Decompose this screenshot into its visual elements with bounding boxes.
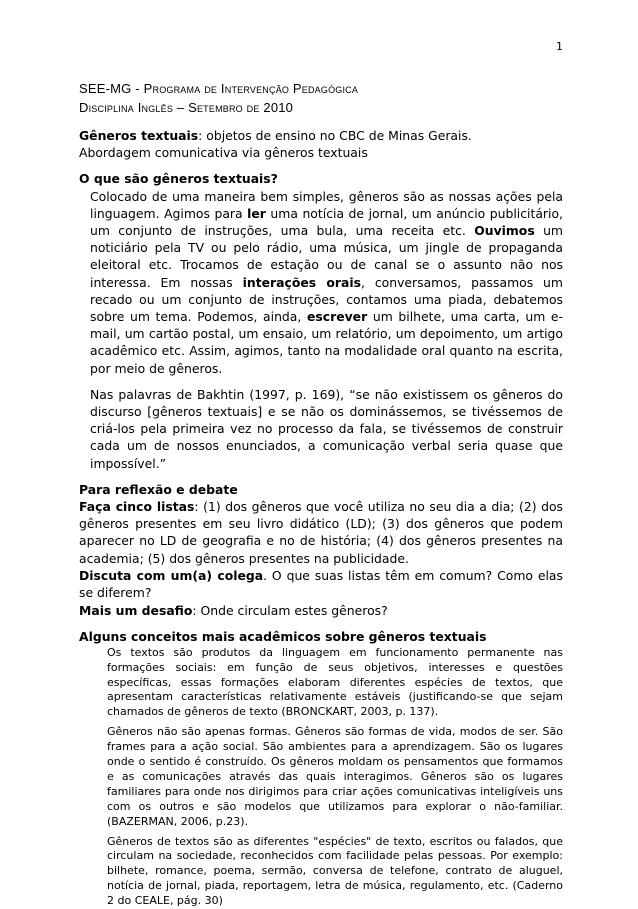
document-header — [79, 79, 569, 117]
section2-heading: Para reflexão e debate — [79, 481, 238, 497]
task-lists — [79, 498, 563, 567]
emphasis-ouvimos: Ouvimos — [474, 223, 535, 239]
intro-label: Gêneros textuais — [79, 128, 199, 143]
text-run: uma notícia de jornal, um anúncio publicitário, um conjunto de instruções, uma bula, uma receita etc. — [90, 205, 563, 239]
task3-text: : Onde circulam estes gêneros? — [192, 603, 388, 619]
emphasis-interacoes-orais: interações orais — [242, 274, 361, 290]
quote-bronckart: Os textos são produtos da linguagem em funcionamento permanente nas formações sociais: em função de seus objetivos, interesses e questões específicas, essas formações elaboram diferentes espécies de textos, que apresentam características relativamente estáveis (justificando-se que sejam chamados de gêneros de texto (BRONCKART, 2003, p. 137). — [107, 645, 563, 719]
task3-label: Mais um desafio — [79, 603, 193, 619]
quote-ceale: Gêneros de textos são as diferentes "espécies" de texto, escritos ou falados, que circulam na sociedade, reconhecidos com facilidade pelas pessoas. Por exemplo: bilhete, romance, poema, sermão, conversa de telefone, contrato de aluguel, notícia de jornal, piada, reportagem, letra de música, regulamento, etc. (Caderno 2 do CEALE, pág. 30) — [107, 834, 563, 908]
task2-text: . O que suas listas têm em comum? Como elas se diferem? — [79, 567, 563, 601]
task2-label: Discuta com um(a) colega — [79, 567, 264, 583]
document-body — [79, 127, 563, 909]
emphasis-escrever: escrever — [306, 309, 368, 325]
intro-line — [79, 127, 563, 144]
task-discuss — [79, 567, 563, 601]
task-challenge — [79, 602, 563, 619]
intro-text: : objetos de ensino no CBC de Minas Gerais. — [198, 128, 472, 143]
text-run: um noticiário pela TV ou pelo rádio, uma música, um jingle de propaganda eleitoral etc. Trocamos de estação ou de canal se o assunto não nos interessa. Em nossas — [90, 223, 563, 290]
emphasis-ler: ler — [247, 205, 266, 221]
section1-paragraph1 — [79, 188, 563, 377]
intro-subtitle: Abordagem comunicativa via gêneros textuais — [79, 145, 368, 161]
page-number: 1 — [556, 40, 563, 53]
header-discipline: Disciplina Inglês – Setembro de 2010 — [79, 100, 294, 115]
task1-label: Faça cinco listas — [79, 499, 195, 515]
bakhtin-quote: Nas palavras de Bakhtin (1997, p. 169), “se não existissem os gêneros do discurso [gêneros textuais] e se não os dominássemos, se tivéssemos de criá-los pela primeira vez no processo da fala, se tivéssemos de construir cada um de nossos enunciados, a comunicação verbal seria quase que impossível.” — [90, 386, 563, 471]
header-program: SEE-MG - Programa de Intervenção Pedagógica — [79, 81, 359, 96]
section3-heading: Alguns conceitos mais acadêmicos sobre gêneros textuais — [79, 629, 487, 645]
task1-text: : (1) dos gêneros que você utiliza no seu dia a dia; (2) dos gêneros presentes em seu livro didático (LD); (3) dos gêneros que podem aparecer no LD de geografia e no de história; (4) dos gêneros presentes na academia; (5) dos gêneros presentes na publicidade. — [79, 499, 563, 566]
quote-bazerman: Gêneros não são apenas formas. Gêneros são formas de vida, modos de ser. São frames para a ação social. São ambientes para a aprendizagem. São os lugares onde o sentido é construído. Os gêneros moldam os pensamentos que formamos e as comunicações através das quais interagimos. Gêneros são os lugares familiares para onde nos dirigimos para criar ações comunicativas inteligíveis uns com os outros e são modelos que utilizamos para explorar o não-familiar. (BAZERMAN, 2006, p.23). — [107, 725, 563, 828]
text-run: Colocado de uma maneira bem simples, gêneros são as nossas ações pela linguagem. Agimos para — [90, 188, 563, 221]
section1-heading: O que são gêneros textuais? — [79, 171, 278, 187]
text-run: um bilhete, uma carta, um e-mail, um cartão postal, um ensaio, um relatório, um depoimento, um artigo acadêmico etc. Assim, agimos, tanto na modalidade oral quanto na escrita, por meio de gêneros. — [90, 309, 564, 376]
text-run: , conversamos, passamos um recado ou um conjunto de instruções, contamos uma piada, debatemos sobre um tema. Podemos, ainda, — [90, 274, 563, 325]
